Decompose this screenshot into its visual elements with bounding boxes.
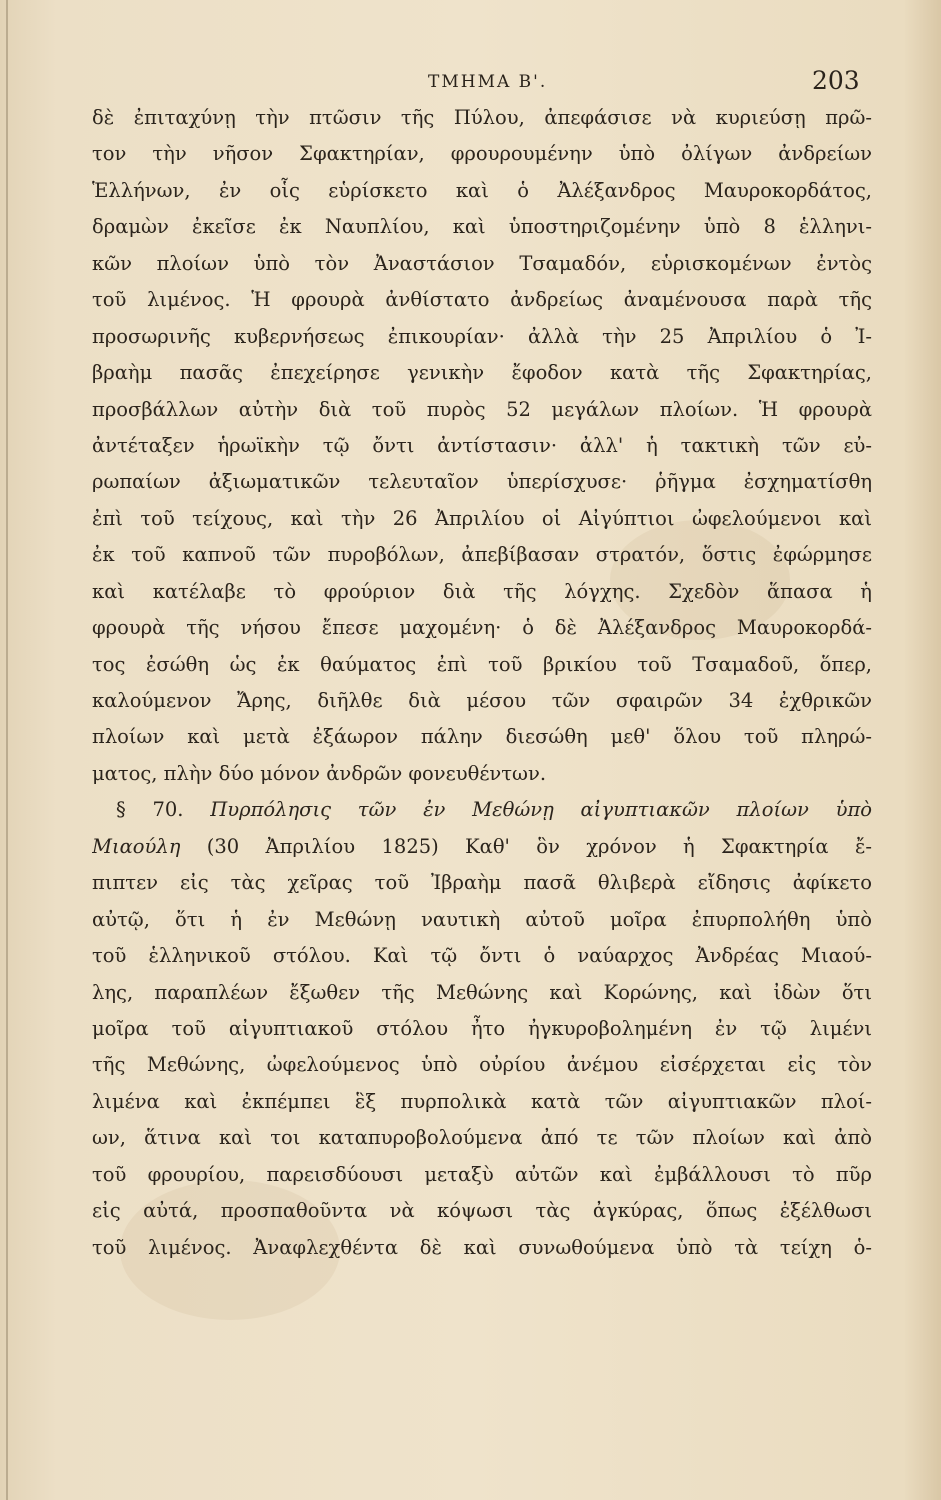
section-heading — [92, 792, 872, 828]
text-line: φρουρὰ τῆς νήσου ἔπεσε μαχομένη· ὁ δὲ Ἀλέξανδρος Μαυροκορδά- — [92, 616, 872, 640]
text-line: κῶν πλοίων ὑπὸ τὸν Ἀναστάσιον Τσαμαδόν, εὑρισκομένων ἐντὸς — [92, 251, 872, 275]
text-line: πιπτεν εἰς τὰς χεῖρας τοῦ Ἰβραὴμ πασᾶ θλιβερὰ εἴδησις ἀφίκετο — [92, 871, 872, 895]
text-line: τοῦ λιμένος. Ἀναφλεχθέντα δὲ καὶ συνωθούμενα ὑπὸ τὰ τείχη ὁ- — [92, 1235, 872, 1259]
text-line: αὐτῷ, ὅτι ἡ ἐν Μεθώνῃ ναυτικὴ αὐτοῦ μοῖρα ἐπυρπολήθη ὑπὸ — [92, 907, 872, 931]
text-line: λης, παραπλέων ἔξωθεν τῆς Μεθώνης καὶ Κορώνης, καὶ ἰδὼν ὅτι — [92, 980, 872, 1004]
text-line: βραὴμ πασᾶς ἐπεχείρησε γενικὴν ἔφοδον κατὰ τῆς Σφακτηρίας, — [92, 361, 872, 385]
text-line: τοῦ λιμένος. Ἡ φρουρὰ ἀνθίστατο ἀνδρείως ἀναμένουσα παρὰ τῆς — [92, 288, 872, 312]
section-heading-text: Πυρπόλησις τῶν ἐν Μεθώνῃ αἰγυπτιακῶν πλοίων ὑπὸ — [210, 798, 872, 822]
text-line: προσβάλλων αὐτὴν διὰ τοῦ πυρὸς 52 μεγάλων πλοίων. Ἡ φρουρὰ — [92, 397, 872, 421]
text-line: ων, ἅτινα καὶ τοι καταπυροβολούμενα ἀπό τε τῶν πλοίων καὶ ἀπὸ — [92, 1126, 872, 1150]
section-heading-text: Μιαούλη — [92, 834, 181, 858]
text-line: δὲ ἐπιταχύνῃ τὴν πτῶσιν τῆς Πύλου, ἀπεφάσισε νὰ κυριεύσῃ πρῶ- — [92, 106, 872, 129]
text-line: ρωπαίων ἀξιωματικῶν τελευταῖον ὑπερίσχυσε· ῥῆγμα ἐσχηματίσθη — [92, 470, 872, 494]
text-line: τοῦ φρουρίου, παρεισδύουσι μεταξὺ αὐτῶν καὶ ἐμβάλλουσι τὸ πῦρ — [92, 1162, 872, 1186]
text-line: καλούμενον Ἄρης, διῆλθε διὰ μέσου τῶν σφαιρῶν 34 ἐχθρικῶν — [92, 689, 872, 712]
body-text — [92, 100, 872, 1266]
text-line: τῆς Μεθώνης, ὠφελούμενος ὑπὸ οὐρίου ἀνέμου εἰσέρχεται εἰς τὸν — [92, 1053, 872, 1077]
text-line: ἐκ τοῦ καπνοῦ τῶν πυροβόλων, ἀπεβίβασαν στρατόν, ὅστις ἐφώρμησε — [92, 543, 872, 567]
text-line: πλοίων καὶ μετὰ ἐξάωρον πάλην διεσώθη μεθ' ὅλου τοῦ πληρώ- — [92, 725, 872, 749]
page-number: 203 — [812, 66, 860, 95]
text-line: ἀντέταξεν ἡρωϊκὴν τῷ ὄντι ἀντίστασιν· ἀλλ' ἡ τακτικὴ τῶν εὐ- — [92, 433, 872, 457]
section-marker: § 70. — [116, 798, 184, 822]
text-line: καὶ κατέλαβε τὸ φρούριον διὰ τῆς λόγχης. Σχεδὸν ἅπασα ἡ — [92, 579, 872, 603]
text-line: τος ἐσώθη ὡς ἐκ θαύματος ἐπὶ τοῦ βρικίου τοῦ Τσαμαδοῦ, ὅπερ, — [92, 652, 872, 676]
text-line: μοῖρα τοῦ αἰγυπτιακοῦ στόλου ἦτο ἠγκυροβολημένη ἐν τῷ λιμένι — [92, 1016, 872, 1040]
text-line: Ἑλλήνων, ἐν οἷς εὑρίσκετο καὶ ὁ Ἀλέξανδρος Μαυροκορδάτος, — [92, 178, 872, 202]
text-line: (30 Ἀπριλίου 1825) Καθ' ὃν χρόνον ἡ Σφακτηρία ἔ- — [206, 834, 872, 858]
section-title: ΤΜΗΜΑ Β'. — [428, 72, 548, 92]
text-line: ἐπὶ τοῦ τείχους, καὶ τὴν 26 Ἀπριλίου οἱ Αἰγύπτιοι ὠφελούμενοι καὶ — [92, 506, 872, 530]
text-line: δραμὼν ἐκεῖσε ἐκ Ναυπλίου, καὶ ὑποστηριζομένην ὑπὸ 8 ἑλληνι- — [92, 215, 872, 239]
text-line: λιμένα καὶ ἐκπέμπει ἓξ πυρπολικὰ κατὰ τῶν αἰγυπτιακῶν πλοί- — [92, 1089, 872, 1113]
text-line: τον τὴν νῆσον Σφακτηρίαν, φρουρουμένην ὑπὸ ὀλίγων ἀνδρείων — [92, 142, 872, 166]
binding-edge — [6, 0, 8, 1500]
text-line: προσωρινῆς κυβερνήσεως ἐπικουρίαν· ἀλλὰ τὴν 25 Ἀπριλίου ὁ Ἰ- — [92, 324, 872, 348]
text-line: τοῦ ἑλληνικοῦ στόλου. Καὶ τῷ ὄντι ὁ ναύαρχος Ἀνδρέας Μιαού- — [92, 944, 872, 968]
text-line: εἰς αὐτά, προσπαθοῦντα νὰ κόψωσι τὰς ἀγκύρας, ὅπως ἐξέλθωσι — [92, 1199, 872, 1223]
text-line: ματος, πλὴν δύο μόνον ἀνδρῶν φονευθέντων. — [92, 761, 547, 785]
section-heading-continued — [92, 829, 872, 865]
